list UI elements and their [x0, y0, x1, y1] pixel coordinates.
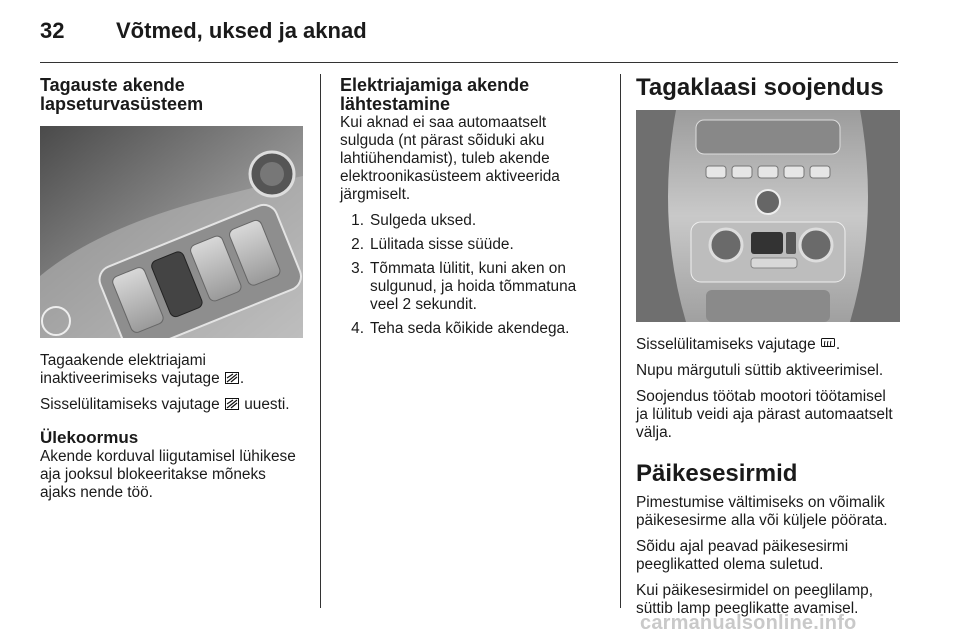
page-number: 32: [40, 18, 65, 43]
center-console-photo: [636, 110, 900, 322]
section-title-rear-defrost: Tagaklaasi soojendus: [636, 74, 884, 101]
list-item: 2. Lülitada sisse süüde.: [351, 236, 514, 253]
paragraph-defrost-auto-off: Soojendus töötab mootori töötamisel ja lülitub veidi aja pärast automaatselt välja.: [636, 388, 893, 441]
child-lock-icon: [225, 398, 239, 410]
header-rule: [40, 62, 898, 63]
paragraph-indicator: Nupu märgutuli süttib aktiveerimisel.: [636, 362, 884, 379]
column-divider-2: [620, 74, 621, 608]
section-title-sun-visors: Päikesesirmid: [636, 460, 798, 487]
paragraph-activate: Sisselülitamiseks vajutage uuesti.: [40, 396, 290, 413]
paragraph-overload: Akende korduval liigutamisel lühikese aja jooksul blokeeritakse mõneks ajaks nende töö.: [40, 448, 296, 501]
paragraph-defrost-activate: Sisselülitamiseks vajutage .: [636, 336, 841, 353]
column-1: [40, 76, 308, 510]
list-item: 3. Tõmmata lülitit, kuni aken on sulgunud, ja hoida tõmmatuna veel 2 sekundit.: [351, 260, 577, 313]
paragraph-sun-visor-1: Pimestumise vältimiseks on võimalik päikesesirme alla või küljele pöörata.: [636, 494, 888, 529]
column-3: [636, 74, 904, 626]
paragraph-sun-visor-2: Sõidu ajal peavad päikesesirmi peeglikatted olema suletud.: [636, 538, 849, 573]
section-title-window-reset: Elektriajamiga akende lähtestamine: [340, 75, 530, 114]
door-switch-panel-photo: [40, 126, 303, 338]
paragraph-sun-visor-3: Kui päikesesirmidel on peeglilamp, süttib lamp peeglikatte avamisel.: [636, 582, 873, 617]
child-lock-icon: [225, 372, 239, 384]
paragraph-inactivate: Tagaakende elektriajami inaktiveerimiseks vajutage .: [40, 352, 245, 387]
section-title-child-lock: Tagauste akende lapseturvasüsteem: [40, 75, 204, 114]
column-2: [340, 76, 610, 344]
list-item: 1. Sulgeda uksed.: [351, 212, 477, 229]
page-header: [40, 18, 920, 62]
chapter-title: Võtmed, uksed ja aknad: [116, 18, 367, 43]
watermark: carmanualsonline.info: [640, 612, 857, 634]
column-divider-1: [320, 74, 321, 608]
overload-heading: Ülekoormus: [40, 428, 139, 447]
list-item: 4. Teha seda kõikide akendega.: [351, 320, 570, 337]
rear-window-heater-icon: [821, 338, 835, 350]
reset-steps-list: [340, 212, 610, 338]
paragraph-reset-intro: Kui aknad ei saa automaatselt sulguda (nt pärast sõiduki aku lahtiühendamist), tuleb akende elektroonikasüsteem aktiveerida järgmiselt.: [340, 114, 560, 203]
